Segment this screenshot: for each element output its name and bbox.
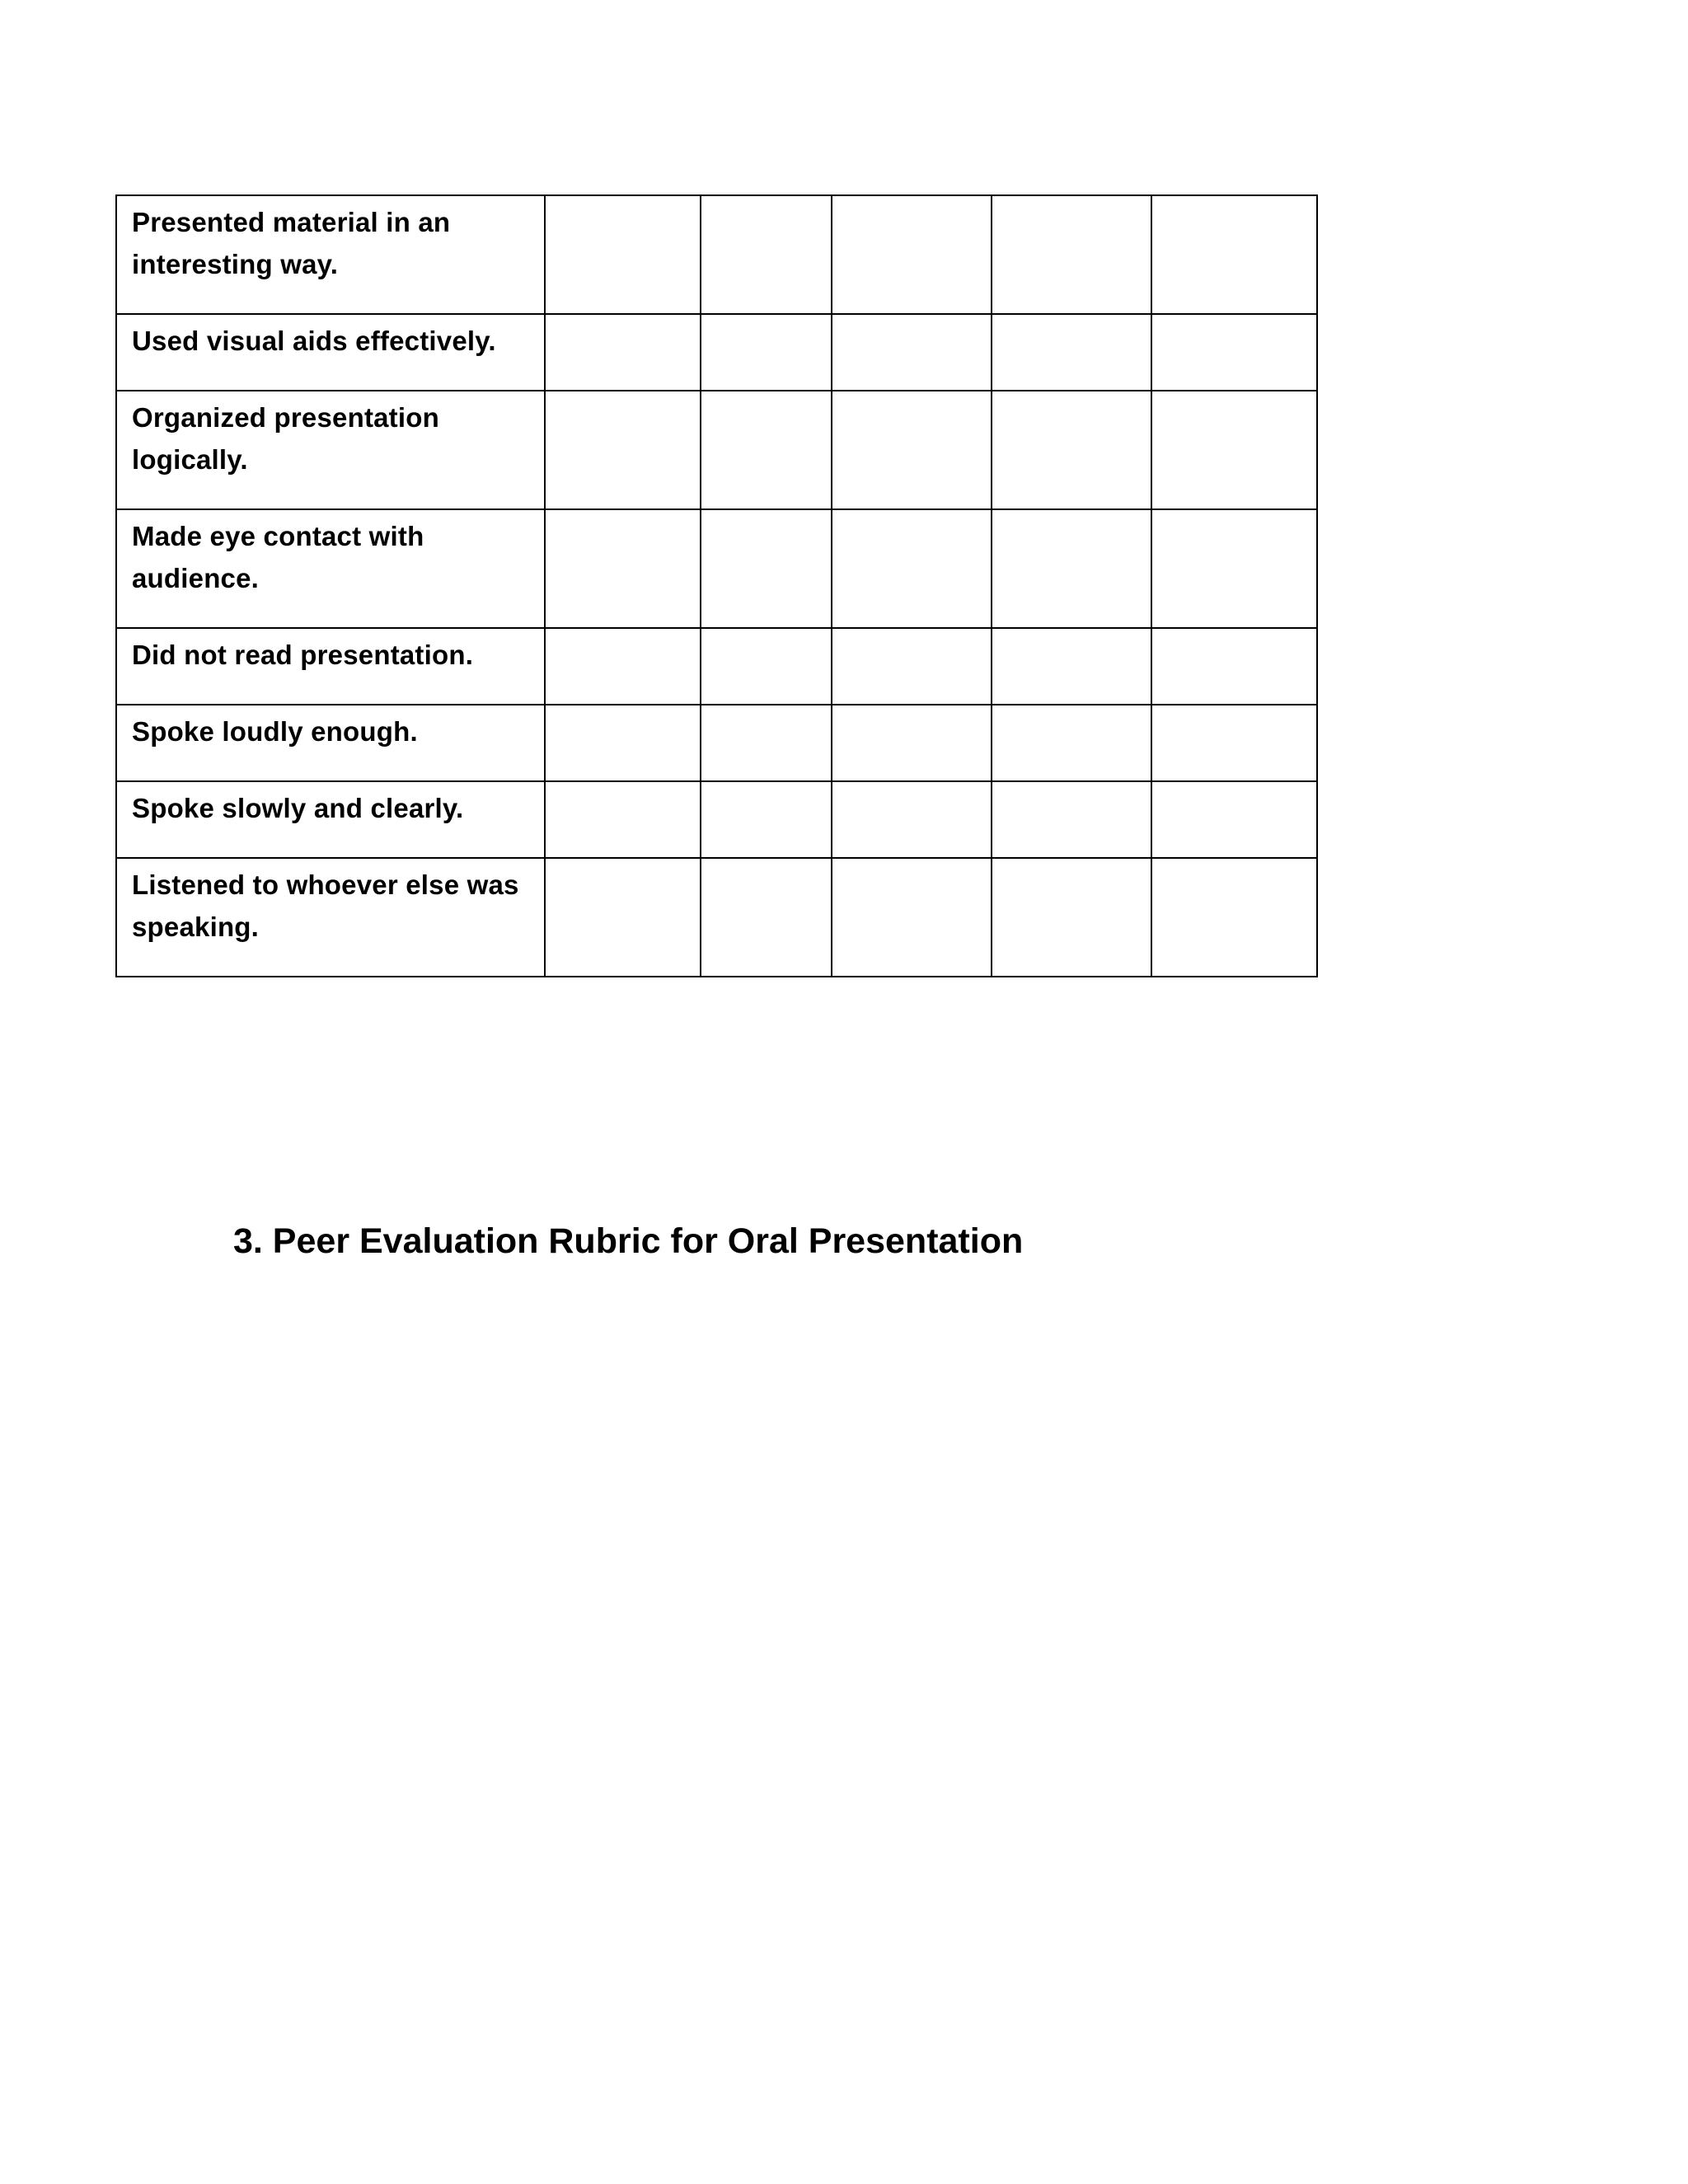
rating-cell	[1151, 781, 1317, 858]
rating-cell	[832, 705, 992, 781]
rating-cell	[545, 781, 701, 858]
rating-cell	[832, 628, 992, 705]
rating-cell	[545, 509, 701, 628]
rating-cell	[701, 195, 832, 314]
rating-cell	[701, 705, 832, 781]
criterion-cell: Organized presentation logically.	[116, 391, 545, 509]
rating-cell	[1151, 705, 1317, 781]
rating-cell	[832, 391, 992, 509]
rating-cell	[701, 314, 832, 391]
table-row	[116, 781, 1317, 858]
rating-cell	[832, 509, 992, 628]
rating-cell	[701, 391, 832, 509]
rating-cell	[701, 628, 832, 705]
table-row	[116, 858, 1317, 977]
table-row	[116, 314, 1317, 391]
rating-cell	[832, 781, 992, 858]
rating-cell	[992, 314, 1151, 391]
rating-cell	[832, 858, 992, 977]
rating-cell	[992, 195, 1151, 314]
criterion-cell: Did not read presentation.	[116, 628, 545, 705]
table-row	[116, 628, 1317, 705]
rating-cell	[701, 781, 832, 858]
rating-cell	[701, 858, 832, 977]
table-row	[116, 391, 1317, 509]
rating-cell	[992, 705, 1151, 781]
rating-cell	[992, 781, 1151, 858]
rubric-table	[115, 194, 1318, 977]
rating-cell	[992, 509, 1151, 628]
table-row	[116, 195, 1317, 314]
rating-cell	[832, 195, 992, 314]
rating-cell	[545, 705, 701, 781]
criterion-cell: Made eye contact with audience.	[116, 509, 545, 628]
section-heading: 3. Peer Evaluation Rubric for Oral Presentation	[233, 1221, 1024, 1261]
rating-cell	[545, 628, 701, 705]
criterion-cell: Spoke slowly and clearly.	[116, 781, 545, 858]
rating-cell	[992, 628, 1151, 705]
rating-cell	[992, 858, 1151, 977]
criterion-cell: Listened to whoever else was speaking.	[116, 858, 545, 977]
rating-cell	[701, 509, 832, 628]
rating-cell	[1151, 314, 1317, 391]
table-row	[116, 705, 1317, 781]
rating-cell	[832, 314, 992, 391]
criterion-cell: Spoke loudly enough.	[116, 705, 545, 781]
rating-cell	[1151, 858, 1317, 977]
criterion-cell: Presented material in an interesting way.	[116, 195, 545, 314]
rating-cell	[545, 314, 701, 391]
rating-cell	[1151, 628, 1317, 705]
rating-cell	[992, 391, 1151, 509]
rating-cell	[545, 858, 701, 977]
rating-cell	[1151, 195, 1317, 314]
table-row	[116, 509, 1317, 628]
rating-cell	[1151, 509, 1317, 628]
criterion-cell: Used visual aids effectively.	[116, 314, 545, 391]
rating-cell	[545, 195, 701, 314]
rating-cell	[545, 391, 701, 509]
rating-cell	[1151, 391, 1317, 509]
